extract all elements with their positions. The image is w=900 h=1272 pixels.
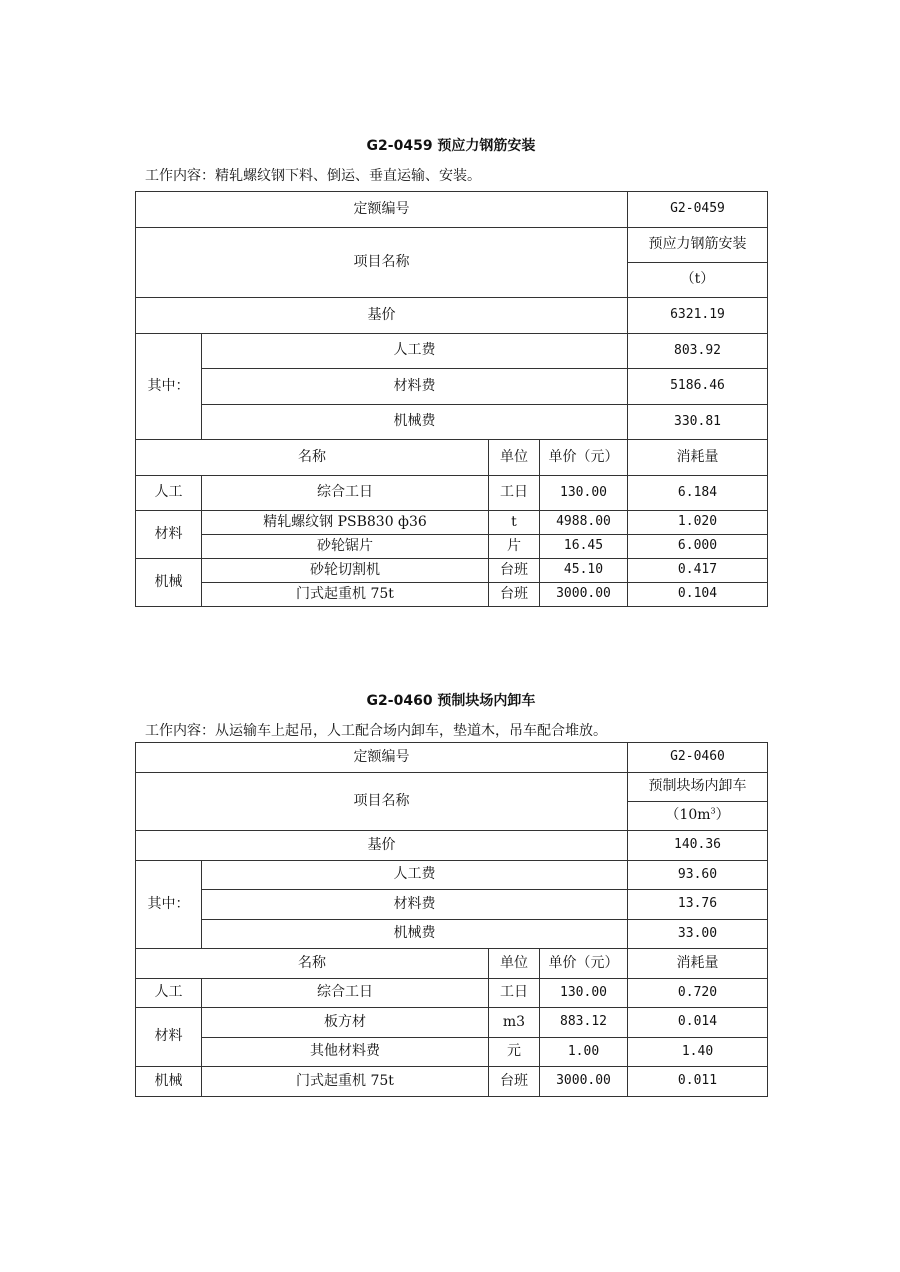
table-row [136,476,768,511]
table-row [136,1067,768,1097]
base-price-label: 基价 [136,298,628,334]
unit-cell: m3 [489,1008,540,1038]
column-header-unit: 单位 [489,440,540,476]
quota-number-label: 定额编号 [136,743,628,773]
of-which-label: 其中： [136,861,202,949]
resource-name-cell: 综合工日 [202,476,489,511]
machine-cost-value: 33.00 [628,920,768,949]
unit-price-cell: 45.10 [540,559,628,583]
unit-cell: 片 [489,535,540,559]
material-cost-label: 材料费 [202,890,628,920]
unit-cell: 台班 [489,1067,540,1097]
table-row [136,511,768,535]
work-content: 工作内容：从运输车上起吊，人工配合场内卸车，垫道木，吊车配合堆放。 [145,723,607,739]
resource-name-cell: 门式起重机 75t [202,583,489,607]
labor-cost-label: 人工费 [202,861,628,890]
item-name-label: 项目名称 [136,773,628,831]
base-price-label: 基价 [136,831,628,861]
unit-price-cell: 883.12 [540,1008,628,1038]
consumption-cell: 0.417 [628,559,768,583]
resource-name-cell: 其他材料费 [202,1038,489,1067]
resource-name-cell: 砂轮锯片 [202,535,489,559]
category-cell: 机械 [136,559,202,607]
unit-cell: t [489,511,540,535]
consumption-cell: 0.104 [628,583,768,607]
resource-name-cell: 门式起重机 75t [202,1067,489,1097]
machine-cost-label: 机械费 [202,920,628,949]
material-cost-value: 13.76 [628,890,768,920]
work-content: 工作内容：精轧螺纹钢下料、倒运、垂直运输、安装。 [145,168,481,184]
column-header-name: 名称 [136,440,489,476]
resource-name-cell: 精轧螺纹钢 PSB830 ф36 [202,511,489,535]
category-cell: 材料 [136,1008,202,1067]
category-cell: 人工 [136,979,202,1008]
base-price-value: 6321.19 [628,298,768,334]
unit-cell: 台班 [489,583,540,607]
consumption-cell: 6.000 [628,535,768,559]
labor-cost-value: 803.92 [628,334,768,369]
item-name-value: 预应力钢筋安装 [628,228,768,263]
quota-table [135,191,768,607]
unit-cell: 工日 [489,476,540,511]
table-row [136,979,768,1008]
quota-number-value: G2-0460 [628,743,768,773]
consumption-cell: 6.184 [628,476,768,511]
consumption-cell: 0.720 [628,979,768,1008]
consumption-cell: 1.40 [628,1038,768,1067]
unit-price-cell: 16.45 [540,535,628,559]
section-title: G2-0460 预制块场内卸车 [366,693,536,709]
item-unit-value: （t） [628,263,768,298]
column-header-price: 单价（元） [540,949,628,979]
column-header-unit: 单位 [489,949,540,979]
of-which-label: 其中： [136,334,202,440]
unit-cell: 台班 [489,559,540,583]
unit-cell: 元 [489,1038,540,1067]
unit-cell: 工日 [489,979,540,1008]
category-cell: 机械 [136,1067,202,1097]
item-name-value: 预制块场内卸车 [628,773,768,802]
machine-cost-label: 机械费 [202,405,628,440]
unit-superscript: 3 [710,806,716,816]
table-row [136,583,768,607]
quota-table [135,742,768,1097]
resource-name-cell: 板方材 [202,1008,489,1038]
labor-cost-value: 93.60 [628,861,768,890]
unit-price-cell: 3000.00 [540,583,628,607]
table-row [136,559,768,583]
labor-cost-label: 人工费 [202,334,628,369]
consumption-cell: 0.014 [628,1008,768,1038]
consumption-cell: 0.011 [628,1067,768,1097]
table-row [136,1038,768,1067]
category-cell: 材料 [136,511,202,559]
consumption-cell: 1.020 [628,511,768,535]
material-cost-value: 5186.46 [628,369,768,405]
table-row [136,535,768,559]
unit-price-cell: 4988.00 [540,511,628,535]
item-unit-value [628,802,768,831]
column-header-name: 名称 [136,949,489,979]
quota-number-value: G2-0459 [628,192,768,228]
quota-number-label: 定额编号 [136,192,628,228]
unit-suffix: ） [715,807,730,824]
unit-price-cell: 3000.00 [540,1067,628,1097]
column-header-consumption: 消耗量 [628,949,768,979]
unit-price-cell: 1.00 [540,1038,628,1067]
unit-price-cell: 130.00 [540,476,628,511]
machine-cost-value: 330.81 [628,405,768,440]
column-header-price: 单价（元） [540,440,628,476]
section-title: G2-0459 预应力钢筋安装 [366,138,536,154]
material-cost-label: 材料费 [202,369,628,405]
column-header-consumption: 消耗量 [628,440,768,476]
unit-prefix: （10m [665,807,711,824]
base-price-value: 140.36 [628,831,768,861]
item-name-label: 项目名称 [136,228,628,298]
resource-name-cell: 综合工日 [202,979,489,1008]
unit-price-cell: 130.00 [540,979,628,1008]
table-row [136,1008,768,1038]
resource-name-cell: 砂轮切割机 [202,559,489,583]
category-cell: 人工 [136,476,202,511]
